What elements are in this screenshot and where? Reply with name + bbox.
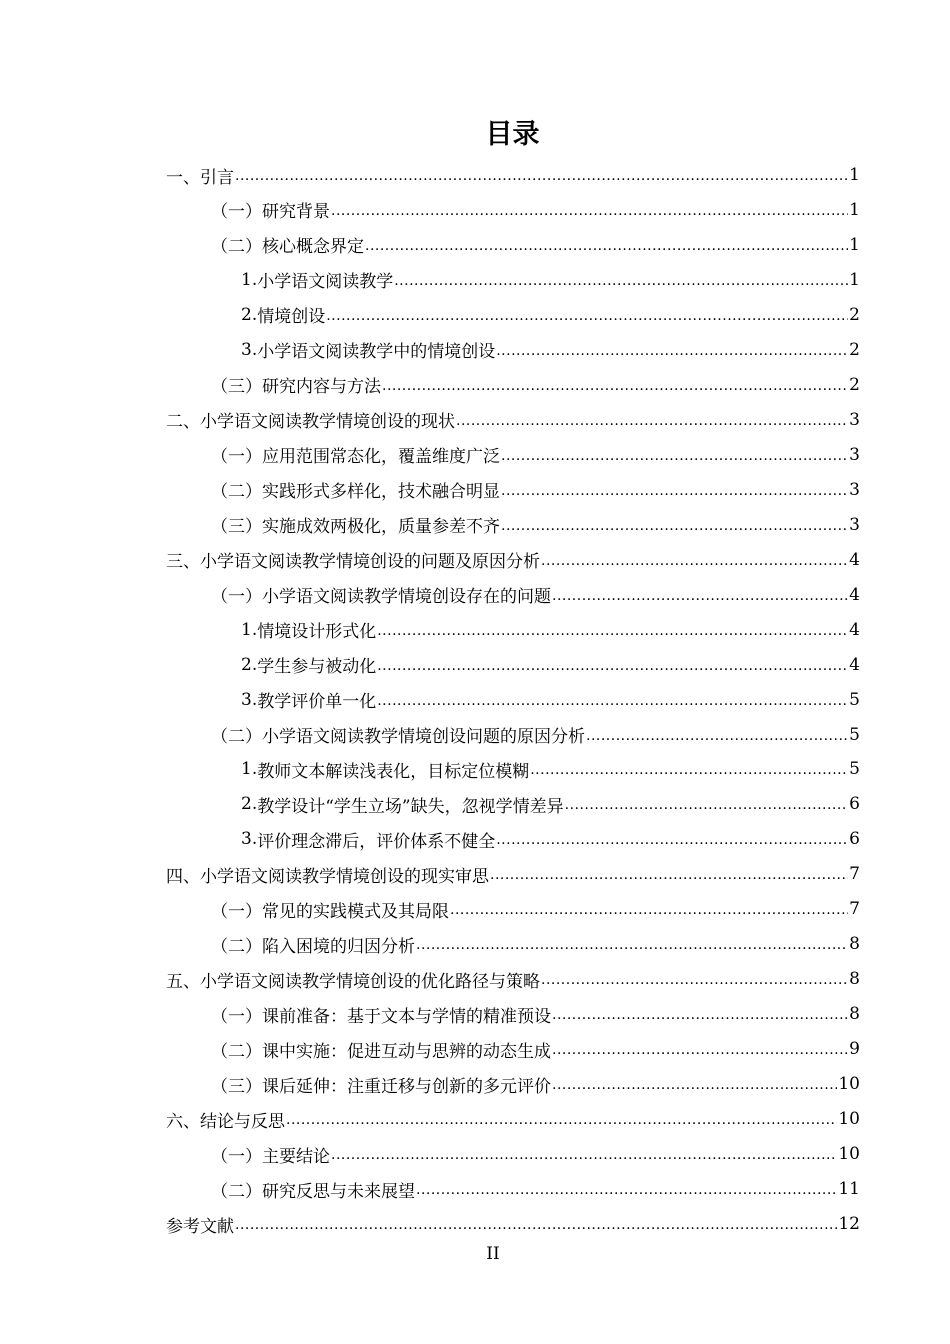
toc-entry-label: 实施成效两极化，质量参差不齐 — [262, 517, 500, 538]
toc-leader-dots — [501, 448, 848, 470]
toc-entry-page: 1 — [849, 234, 860, 255]
toc-leader-dots — [331, 203, 848, 225]
toc-entry-label: 教师文本解读浅表化，目标定位模糊 — [257, 761, 530, 782]
toc-entry-page: 7 — [849, 864, 860, 885]
toc-entry[interactable] — [241, 754, 860, 784]
toc-entry-label: 小学语文阅读教学情境创设的问题及原因分析 — [200, 552, 540, 573]
toc-entry[interactable] — [166, 859, 860, 889]
toc-leader-dots — [490, 867, 848, 889]
toc-entry[interactable] — [211, 929, 860, 959]
toc-entry-number: 六、 — [166, 1111, 200, 1132]
toc-title: 目录 — [485, 119, 540, 150]
toc-leader-dots — [235, 168, 848, 190]
toc-entry-number: （一） — [211, 1146, 262, 1167]
toc-entry[interactable] — [166, 545, 860, 575]
toc-entry-label: 结论与反思 — [200, 1111, 285, 1132]
toc-entry[interactable] — [241, 824, 860, 854]
toc-entry-label: 评价理念滞后，评价体系不健全 — [257, 831, 496, 852]
toc-entry[interactable] — [211, 720, 860, 750]
toc-leader-dots — [416, 1182, 837, 1204]
toc-entry-page: 8 — [849, 969, 860, 990]
toc-entry-label: 引言 — [200, 167, 234, 188]
toc-entry-label: 研究反思与未来展望 — [262, 1181, 415, 1202]
toc-leader-dots — [326, 308, 848, 330]
toc-entry-page: 4 — [849, 549, 860, 570]
toc-entry-number: （一） — [211, 1006, 262, 1027]
toc-entry-page: 2 — [849, 339, 860, 360]
toc-entry-label: 研究背景 — [262, 202, 330, 223]
toc-entry[interactable] — [241, 685, 860, 715]
toc-entry-page: 3 — [849, 409, 860, 430]
toc-leader-dots — [394, 273, 848, 295]
toc-entry-page: 5 — [849, 724, 860, 745]
toc-entry-label: 小学语文阅读教学情境创设的现实审思 — [200, 866, 489, 887]
toc-entry[interactable] — [211, 510, 860, 540]
toc-entry-page: 3 — [849, 479, 860, 500]
toc-entry-number: （二） — [211, 1041, 262, 1062]
toc-entry-number: （三） — [211, 377, 262, 398]
toc-entry-label: 研究内容与方法 — [262, 377, 381, 398]
toc-entry-page: 10 — [838, 1074, 860, 1095]
toc-entry-page: 6 — [849, 829, 860, 850]
toc-leader-dots — [331, 1147, 837, 1169]
toc-leader-dots — [377, 623, 848, 645]
toc-entry-page: 2 — [849, 374, 860, 395]
toc-entry-number: （二） — [211, 482, 262, 503]
toc-entry-number: 2. — [241, 654, 258, 675]
toc-entry-number: 2. — [241, 794, 258, 815]
toc-entry-number: （三） — [211, 517, 262, 538]
toc-entry[interactable] — [166, 964, 860, 994]
toc-entry-label: 参考文献 — [166, 1216, 234, 1237]
toc-leader-dots — [382, 378, 848, 400]
toc-entry-page: 1 — [849, 199, 860, 220]
toc-entry-label: 小学语文阅读教学中的情境创设 — [257, 342, 496, 363]
toc-entry-page: 4 — [849, 619, 860, 640]
toc-entry-label: 常见的实践模式及其局限 — [262, 901, 449, 922]
toc-entry-number: （二） — [211, 1181, 262, 1202]
toc-entry-label: 课中实施：促进互动与思辨的动态生成 — [262, 1041, 551, 1062]
toc-entry[interactable] — [211, 230, 860, 260]
toc-entry-label: 情境设计形式化 — [257, 622, 377, 643]
toc-leader-dots — [552, 1007, 848, 1029]
toc-entry-label: 学生参与被动化 — [257, 657, 377, 678]
toc-entry-page: 2 — [849, 304, 860, 325]
toc-entry-label: 小学语文阅读教学情境创设的现状 — [200, 412, 455, 433]
toc-entry[interactable] — [241, 335, 860, 365]
toc-entry-page: 8 — [849, 1004, 860, 1025]
toc-leader-dots — [456, 413, 848, 435]
toc-entry-page: 3 — [849, 514, 860, 535]
toc-entry-page: 11 — [838, 1179, 860, 1200]
toc-entry-page: 1 — [849, 269, 860, 290]
toc-entry[interactable] — [211, 1174, 860, 1204]
toc-leader-dots — [377, 658, 848, 680]
toc-entry-label: 教学设计“学生立场”缺失，忽视学情差异 — [257, 796, 564, 817]
toc-entry-label: 陷入困境的归因分析 — [262, 936, 415, 957]
toc-entry-label: 小学语文阅读教学情境创设的优化路径与策略 — [200, 971, 540, 992]
toc-entry-page: 10 — [838, 1109, 860, 1130]
toc-entry-number: 3. — [241, 339, 258, 360]
toc-leader-dots — [501, 518, 848, 540]
toc-leader-dots — [541, 553, 848, 575]
toc-entry-label: 情境创设 — [257, 307, 326, 328]
toc-entry[interactable] — [166, 160, 860, 190]
toc-entry[interactable] — [166, 1104, 860, 1134]
toc-entry-number: （二） — [211, 237, 262, 258]
toc-entry-label: 课前准备：基于文本与学情的精准预设 — [262, 1006, 551, 1027]
toc-entry-label: 实践形式多样化，技术融合明显 — [262, 482, 500, 503]
toc-entry[interactable] — [211, 195, 860, 225]
toc-entry[interactable] — [211, 999, 860, 1029]
toc-entry-number: 二、 — [166, 412, 200, 433]
toc-entry-page: 1 — [849, 165, 860, 185]
toc-entry[interactable] — [211, 370, 860, 400]
toc-entry[interactable] — [211, 894, 860, 924]
toc-entry-label: 教学评价单一化 — [257, 692, 377, 713]
toc-leader-dots — [530, 762, 848, 784]
toc-leader-dots — [501, 483, 848, 505]
toc-leader-dots — [552, 1077, 837, 1099]
toc-entry-label: 课后延伸：注重迁移与创新的多元评价 — [262, 1076, 551, 1097]
toc-entry[interactable] — [211, 1034, 860, 1064]
toc-entry-page: 4 — [849, 584, 860, 605]
toc-entry-number: （一） — [211, 901, 262, 922]
toc-entry[interactable] — [166, 1209, 860, 1239]
toc-entry-page: 6 — [849, 794, 860, 815]
toc-entry-page: 12 — [838, 1214, 860, 1235]
toc-entry-number: 3. — [241, 829, 258, 850]
toc-entry[interactable] — [211, 580, 860, 610]
toc-entry[interactable] — [166, 405, 860, 435]
page-number: II — [486, 1244, 500, 1264]
toc-entry[interactable] — [241, 615, 860, 645]
toc-entry[interactable] — [211, 475, 860, 505]
toc-entry-label: 应用范围常态化，覆盖维度广泛 — [262, 447, 500, 468]
toc-entry-label: 核心概念界定 — [262, 237, 364, 258]
toc-entry-number: 1. — [241, 759, 258, 780]
toc-entry-page: 9 — [849, 1039, 860, 1060]
toc-entry-label: 主要结论 — [262, 1146, 330, 1167]
toc-entry-number: （一） — [211, 587, 262, 608]
toc-leader-dots — [552, 588, 848, 610]
toc-entry-number: （三） — [211, 1076, 262, 1097]
toc-entry-number: 3. — [241, 689, 258, 710]
toc-entry[interactable] — [211, 440, 860, 470]
toc-entry-number: 1. — [241, 269, 258, 290]
toc-leader-dots — [565, 797, 849, 819]
toc-leader-dots — [286, 1112, 837, 1134]
toc-entry-page: 7 — [849, 899, 860, 920]
toc-entry[interactable] — [211, 1069, 860, 1099]
toc-leader-dots — [541, 972, 848, 994]
toc-leader-dots — [552, 1042, 848, 1064]
toc-leader-dots — [377, 693, 848, 715]
toc-leader-dots — [416, 937, 848, 959]
toc-entry-number: 2. — [241, 304, 258, 325]
toc-entry-label: 小学语文阅读教学情境创设存在的问题 — [262, 587, 551, 608]
toc-leader-dots — [496, 343, 848, 365]
toc-entry-page: 8 — [849, 934, 860, 955]
toc-entry-label: 小学语文阅读教学 — [257, 272, 394, 293]
toc-entry-page: 5 — [849, 689, 860, 710]
toc-leader-dots — [450, 902, 848, 924]
toc-entry-number: 1. — [241, 619, 258, 640]
toc-entry-number: 五、 — [166, 971, 200, 992]
toc-leader-dots — [586, 728, 848, 750]
toc-entry-number: （一） — [211, 202, 262, 223]
toc-entry-number: （二） — [211, 936, 262, 957]
toc-entry-number: （二） — [211, 727, 262, 748]
toc-entry[interactable] — [241, 789, 860, 819]
toc-entry-number: 三、 — [166, 552, 200, 573]
toc-entry-page: 5 — [849, 759, 860, 780]
toc-entry-number: 四、 — [166, 866, 200, 887]
toc-leader-dots — [496, 832, 848, 854]
toc-leader-dots — [365, 238, 848, 260]
toc-entry[interactable] — [241, 650, 860, 680]
toc-entry-number: （一） — [211, 447, 262, 468]
toc-entry[interactable] — [241, 265, 860, 295]
toc-entry-number: 一、 — [166, 167, 200, 188]
toc-entry-label: 小学语文阅读教学情境创设问题的原因分析 — [262, 727, 585, 748]
toc-leader-dots — [235, 1217, 837, 1239]
toc-entry-page: 4 — [849, 654, 860, 675]
toc-entry-page: 10 — [838, 1144, 860, 1165]
toc-entry-page: 3 — [849, 444, 860, 465]
toc-entry[interactable] — [211, 1139, 860, 1169]
toc-entry[interactable] — [241, 300, 860, 330]
